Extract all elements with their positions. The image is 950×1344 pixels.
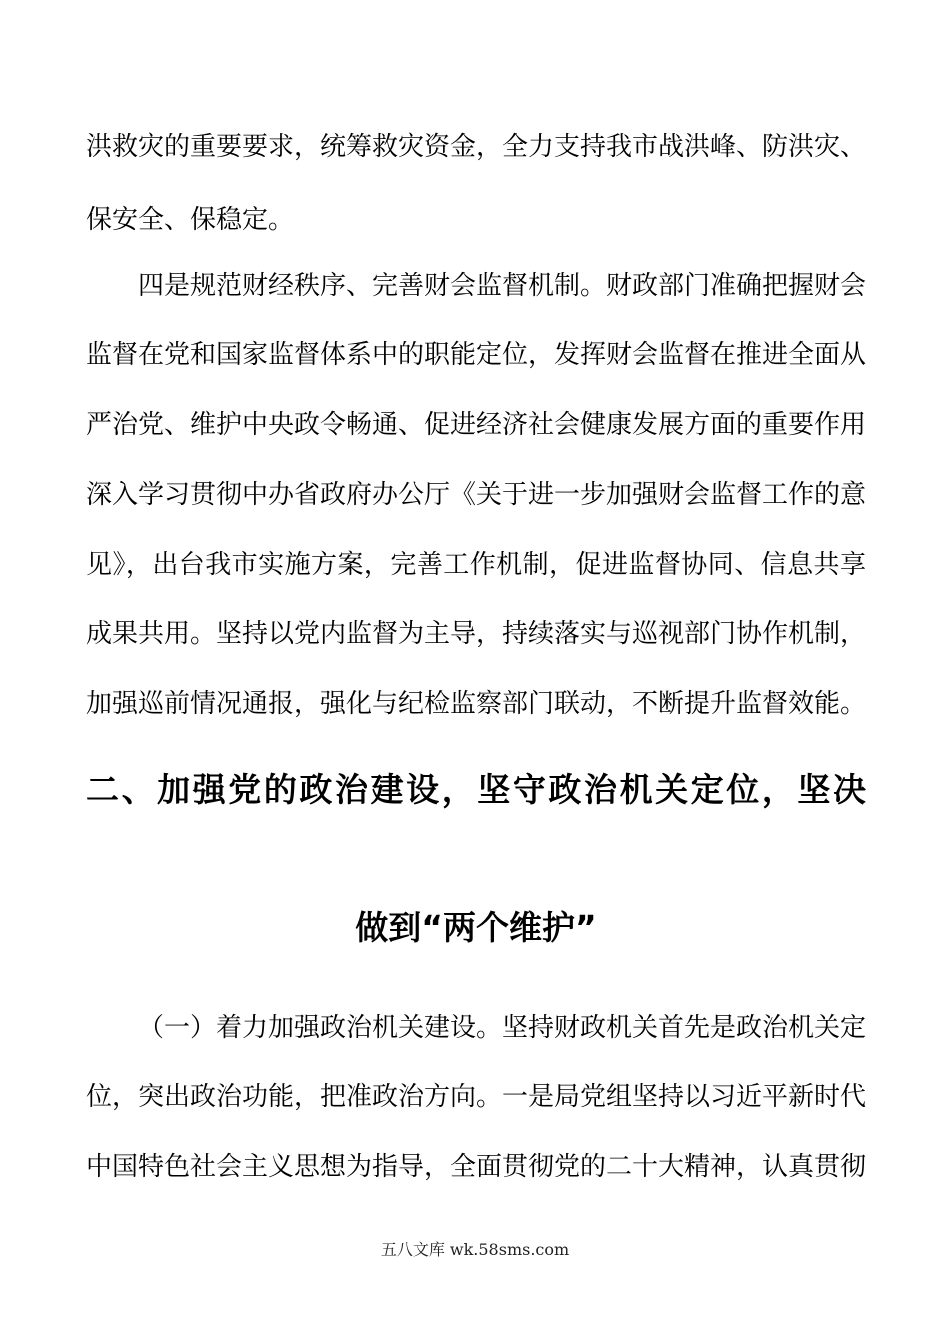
- body-text-line: 洪救灾的重要要求，统筹救灾资金，全力支持我市战洪峰、防洪灾、: [86, 132, 866, 162]
- body-text-line: 严治党、维护中央政令畅通、促进经济社会健康发展方面的重要作用: [86, 410, 866, 440]
- body-text-line: 四是规范财经秩序、完善财会监督机制。财政部门准确把握财会: [138, 271, 866, 301]
- section-heading: 二、加强党的政治建设，坚守政治机关定位，坚决: [86, 770, 866, 809]
- footer-watermark: 五八文库 wk.58sms.com: [380, 1240, 570, 1259]
- section-heading-continued: 做到“两个维护”: [355, 908, 597, 947]
- body-text-line: 成果共用。坚持以党内监督为主导，持续落实与巡视部门协作机制，: [86, 619, 866, 649]
- body-text-line: 中国特色社会主义思想为指导，全面贯彻党的二十大精神，认真贯彻: [86, 1152, 866, 1182]
- body-text-line: 保安全、保稳定。: [86, 205, 295, 235]
- body-text-line: 深入学习贯彻中办省政府办公厅《关于进一步加强财会监督工作的意: [86, 480, 866, 510]
- body-text-line: 加强巡前情况通报，强化与纪检监察部门联动，不断提升监督效能。: [86, 689, 866, 719]
- body-text-line: 见》，出台我市实施方案，完善工作机制，促进监督协同、信息共享: [86, 550, 866, 580]
- body-text-line: 位，突出政治功能，把准政治方向。一是局党组坚持以习近平新时代: [86, 1082, 866, 1112]
- body-text-line: 监督在党和国家监督体系中的职能定位，发挥财会监督在推进全面从: [86, 340, 866, 370]
- body-text-line: （一）着力加强政治机关建设。坚持财政机关首先是政治机关定: [138, 1013, 866, 1043]
